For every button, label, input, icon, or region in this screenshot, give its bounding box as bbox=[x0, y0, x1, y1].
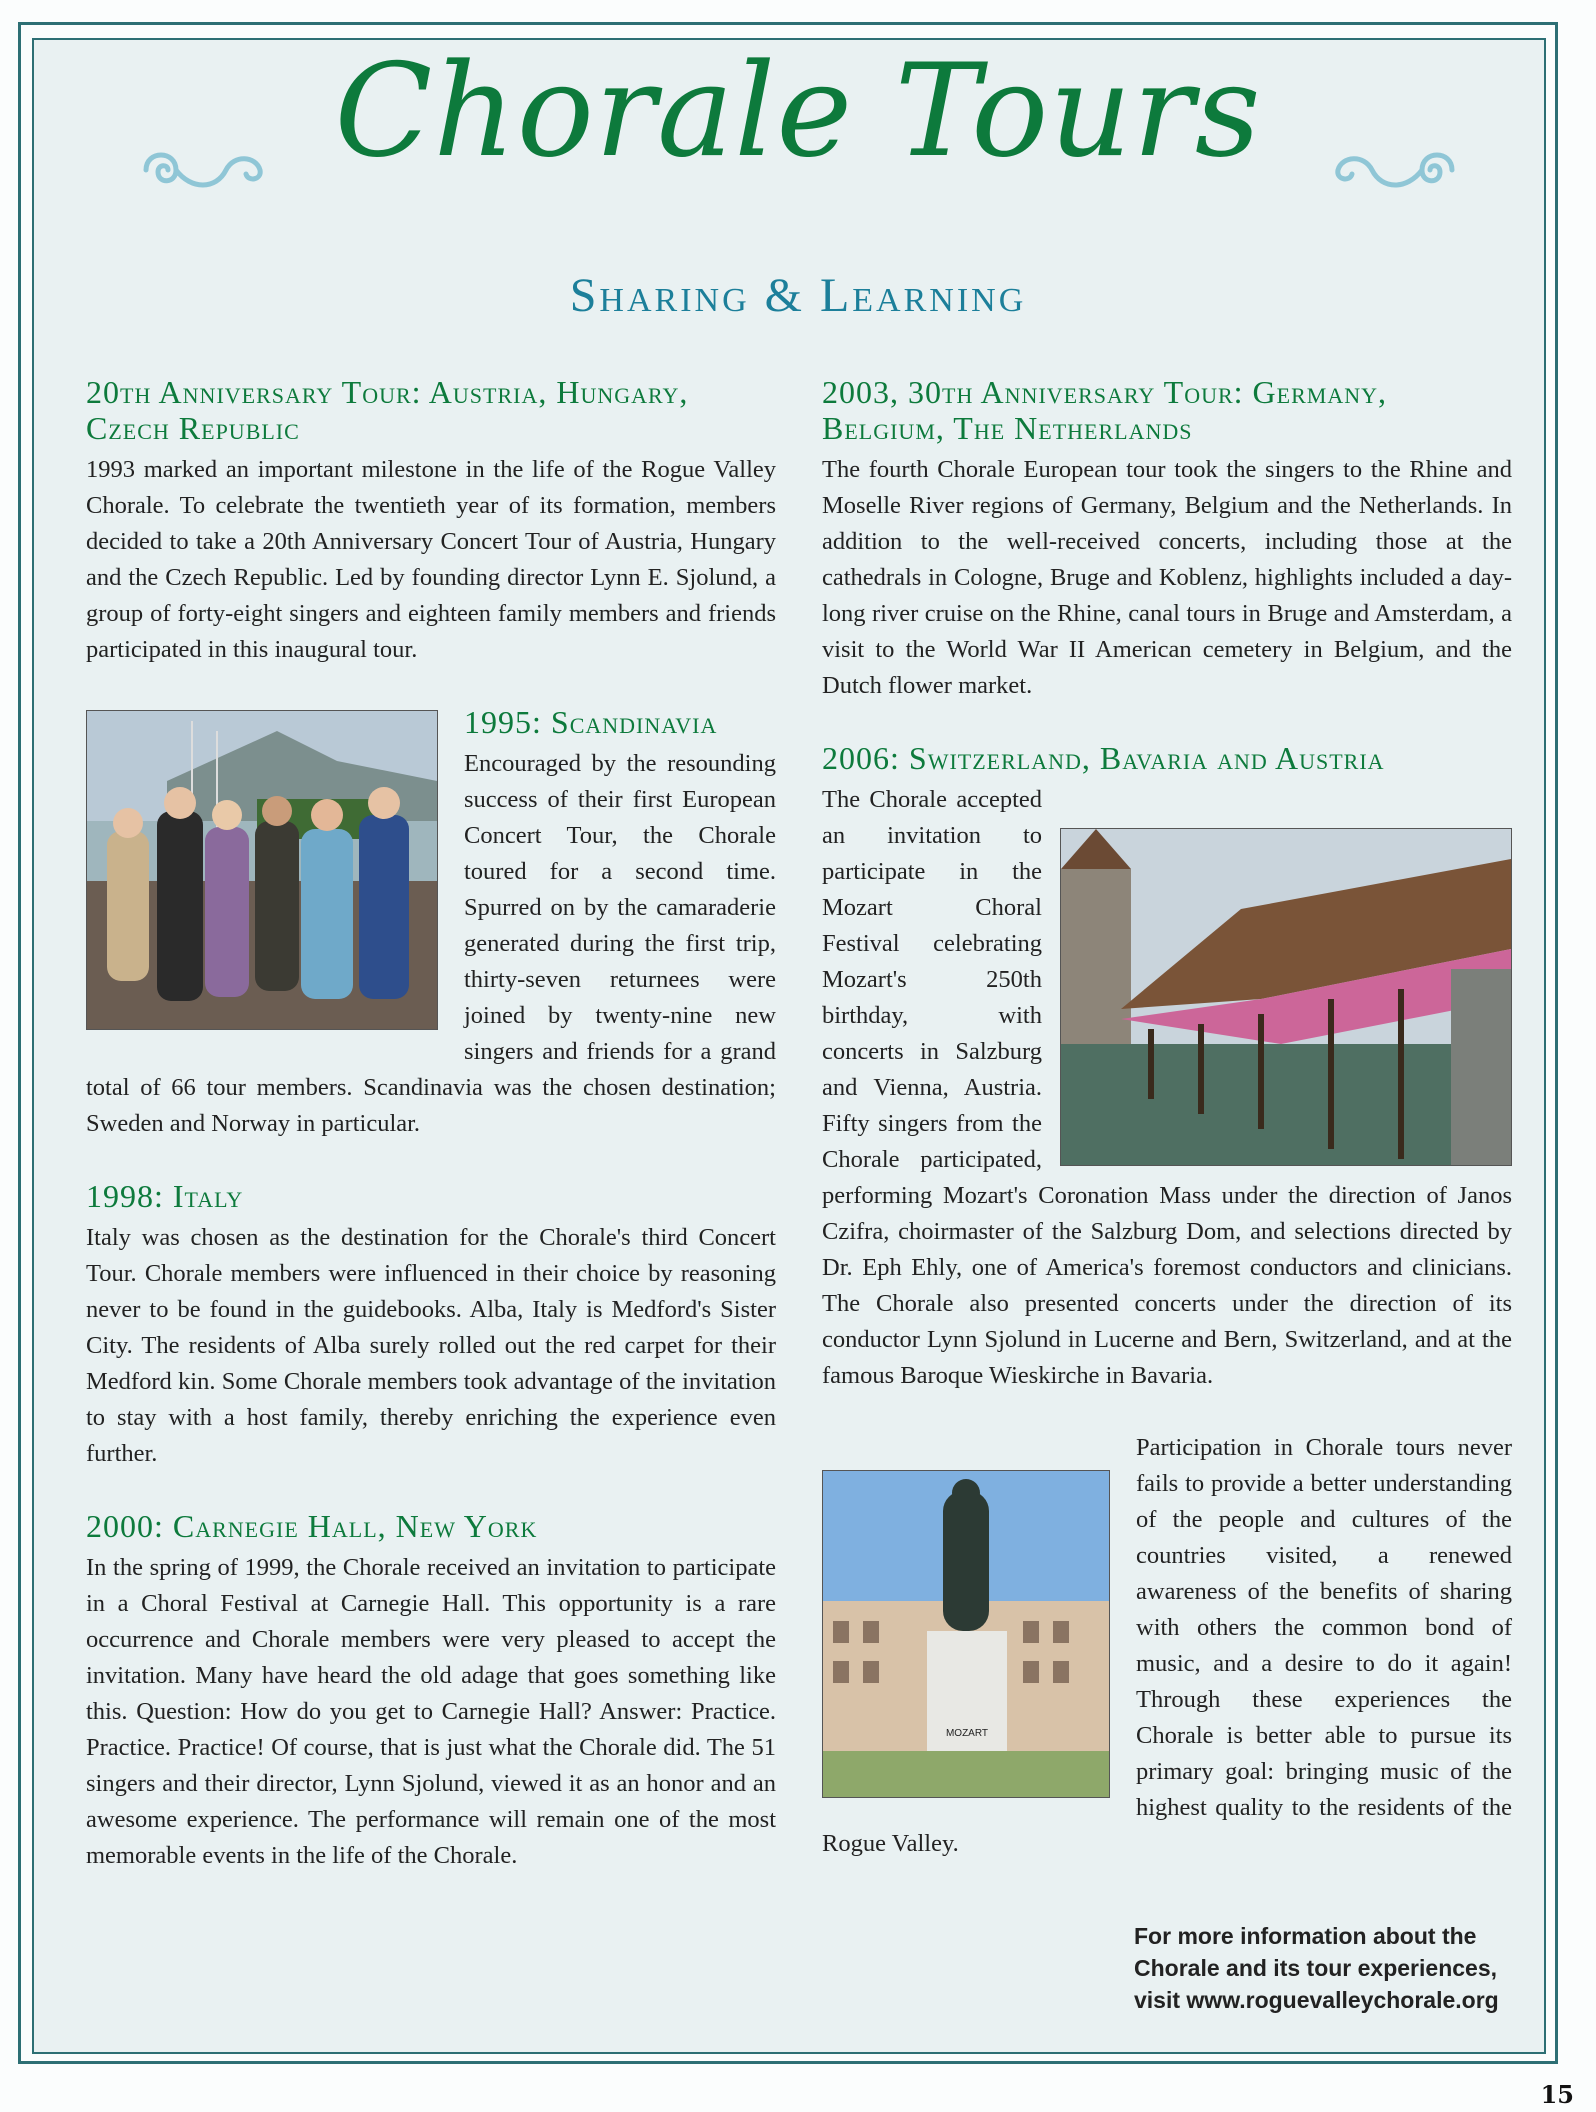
right-column bbox=[822, 374, 1512, 1898]
info-line: Chorale and its tour experiences, bbox=[1134, 1955, 1498, 1981]
info-url[interactable]: visit www.roguevalleychorale.org bbox=[1134, 1987, 1499, 2013]
section-1998 bbox=[86, 1178, 776, 1472]
more-info-note bbox=[1134, 1920, 1514, 2016]
section-2000 bbox=[86, 1508, 776, 1874]
section-body: The Chorale accepted an invitation to participate in the Mozart Choral Festival celebrating Mozart's 250th birthday, with concerts in Salzburg and Vienna, Austria. Fifty singers from the Chorale participated, performing Mozart's Coronation Mass under the direction of Janos Czifra, choirmaster of the Salzburg Dom, and selections directed by Dr. Eph Ehly, one of America's foremost conductors and clinicians. The Chorale also presented concerts under the direction of its conductor Lynn Sjolund in Lucerne and Bern, Switzerland, and at the famous Baroque Wieskirche in Bavaria. bbox=[822, 786, 1512, 1389]
section-body: Italy was chosen as the destination for the Chorale's third Concert Tour. Chorale members were influenced in their choice by reasoning never to be found in the guidebooks. Alba, Italy is Medford's Sister City. The residents of Alba surely rolled out the red carpet for their Medford kin. Some Chorale members took advantage of the invitation to stay with a host family, thereby enriching the experience even further. bbox=[86, 1224, 776, 1467]
section-body: The fourth Chorale European tour took the singers to the Rhine and Moselle River regions of Germany, Belgium and the Netherlands. In addition to the well-received concerts, including those at the cathedrals in Cologne, Bruge and Koblenz, highlights included a day-long river cruise on the Rhine, canal tours in Bruge and Amsterdam, a visit to the World War II American cemetery in Belgium, and the Dutch flower market. bbox=[822, 456, 1512, 699]
section-heading: 1995: Scandinavia bbox=[464, 704, 718, 740]
section-body: 1993 marked an important milestone in the life of the Rogue Valley Chorale. To celebrate the twentieth year of its formation, members decided to take a 20th Anniversary Concert Tour of Austria, Hungary and the Czech Republic. Led by founding director Lynn E. Sjolund, a group of forty-eight singers and eighteen family members and friends participated in this inaugural tour. bbox=[86, 456, 776, 663]
page-subtitle: Sharing & Learning bbox=[569, 269, 1027, 322]
section-heading: 2006: Switzerland, Bavaria and Austria bbox=[822, 740, 1385, 776]
scandinavia-group-photo bbox=[86, 710, 438, 1030]
section-heading: 2000: Carnegie Hall, New York bbox=[86, 1508, 538, 1544]
mozart-statue-photo bbox=[822, 1470, 1110, 1798]
section-heading: 2003, 30th Anniversary Tour: Germany, Belgium, The Netherlands bbox=[822, 374, 1387, 446]
section-heading: 20th Anniversary Tour: Austria, Hungary, Czech Republic bbox=[86, 374, 689, 446]
chapel-bridge-photo bbox=[1060, 828, 1512, 1166]
section-body: Encouraged by the resounding success of their first European Concert Tour, the Chorale toured for a second time. Spurred on by the camaraderie generated during the first trip, thirty-seven returnees were joined by twenty-nine new singers and friends for a grand total of 66 tour members. Scandinavia was the chosen destination; Sweden and Norway in particular. bbox=[86, 750, 776, 1137]
page-number: 15 bbox=[1540, 2080, 1574, 2109]
section-body: In the spring of 1999, the Chorale received an invitation to participate in a Choral Festival at Carnegie Hall. This opportunity is a rare occurrence and Chorale members were very pleased to accept the invitation. Many have heard the old adage that goes something like this. Question: How do you get to Carnegie Hall? Answer: Practice. Practice. Practice! Of course, that is just what the Chorale did. The 51 singers and their director, Lynn Sjolund, viewed it as an honor and an awesome experience. The performance will remain one of the most memorable events in the life of the Chorale. bbox=[86, 1554, 776, 1869]
section-body: Participation in Chorale tours never fails to provide a better understanding of the people and cultures of the countries visited, a renewed awareness of the benefits of sharing with others the common bond of music, and a desire to do it again! Through these experiences the Chorale is better able to pursue its primary goal: bringing music of the highest quality to the residents of the Rogue Valley. bbox=[822, 1434, 1512, 1857]
section-heading: 1998: Italy bbox=[86, 1178, 244, 1214]
section-closing bbox=[822, 1430, 1512, 1862]
section-1993 bbox=[86, 374, 776, 668]
section-2006 bbox=[822, 740, 1512, 1394]
section-1995 bbox=[86, 704, 776, 1142]
left-column bbox=[86, 374, 776, 1910]
statue-inscription: MOZART bbox=[945, 1728, 989, 1739]
page-title: Chorale Tours bbox=[334, 37, 1262, 186]
info-line: For more information about the bbox=[1134, 1923, 1477, 1949]
section-2003 bbox=[822, 374, 1512, 704]
